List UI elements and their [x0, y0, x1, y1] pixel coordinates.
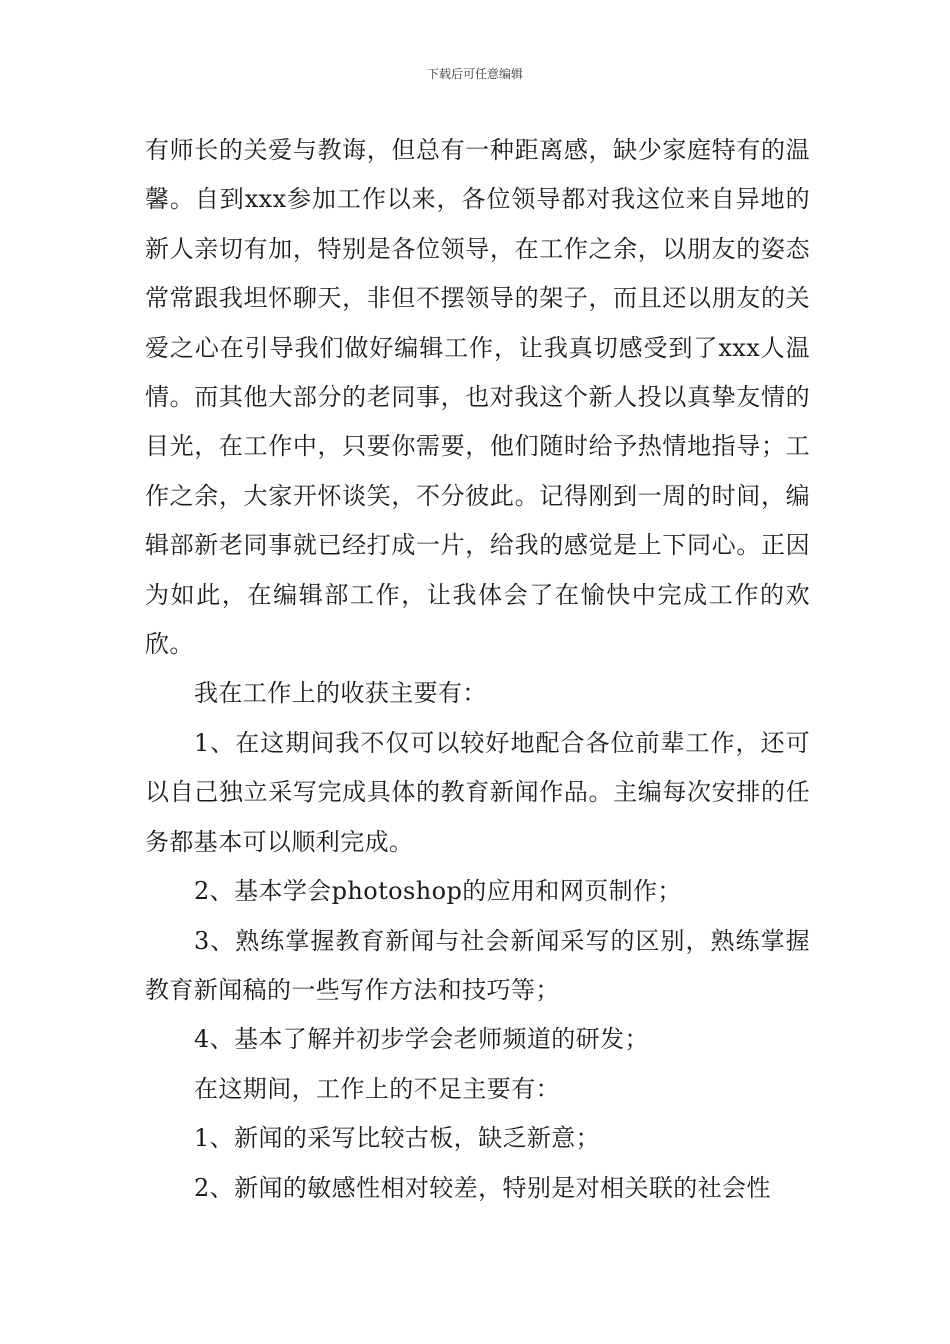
document-body: [145, 126, 810, 1213]
paragraph-5: 3、熟练掌握教育新闻与社会新闻采写的区别，熟练掌握教育新闻稿的一些写作方法和技巧等；: [145, 926, 810, 1004]
paragraph-1: 有师长的关爱与教诲，但总有一种距离感，缺少家庭特有的温馨。自到xxx参加工作以来，各位领导都对我这位来自异地的新人亲切有加，特别是各位领导，在工作之余，以朋友的姿态常常跟我坦怀聊天，非但不摆领导的架子，而且还以朋友的关爱之心在引导我们做好编辑工作，让我真切感受到了xxx人温情。而其他大部分的老同事，也对我这个新人投以真挚友情的目光，在工作中，只要你需要，他们随时给予热情地指导；工作之余，大家开怀谈笑，不分彼此。记得刚到一周的时间，编辑部新老同事就已经打成一片，给我的感觉是上下同心。正因为如此，在编辑部工作，让我体会了在愉快中完成工作的欢欣。: [145, 136, 810, 659]
paragraph-9: 2、新闻的敏感性相对较差，特别是对相关联的社会性: [194, 1173, 771, 1202]
page-header: 下载后可任意编辑: [426, 67, 523, 81]
paragraph-3: 1、在这期间我不仅可以较好地配合各位前辈工作，还可以自己独立采写完成具体的教育新闻作品。主编每次安排的任务都基本可以顺利完成。: [145, 728, 810, 856]
paragraph-2: 我在工作上的收获主要有：: [194, 679, 487, 708]
paragraph-6: 4、基本了解并初步学会老师频道的研发；: [194, 1025, 649, 1054]
paragraph-4: 2、基本学会photoshop的应用和网页制作；: [194, 877, 682, 906]
paragraph-7: 在这期间，工作上的不足主要有：: [194, 1074, 560, 1103]
paragraph-8: 1、新闻的采写比较古板，缺乏新意；: [194, 1124, 601, 1153]
